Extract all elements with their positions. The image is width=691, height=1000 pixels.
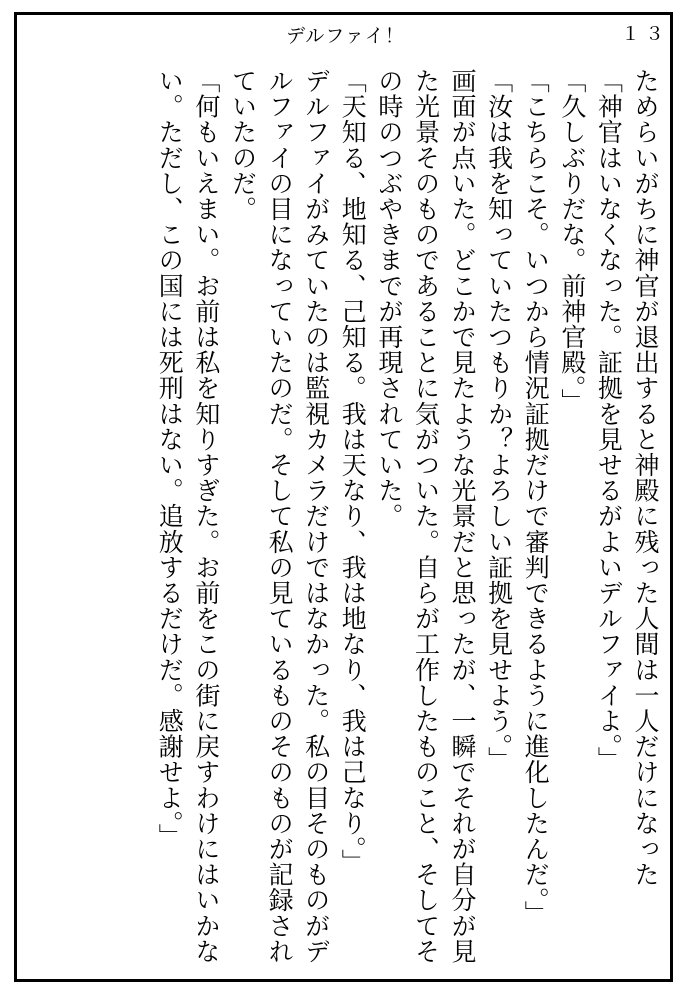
running-title: デルファイ！ xyxy=(286,25,405,47)
paragraph-8: デルファイがみていたのは監視カメラだけではなかった。私の目そのものがデルファイの目になっていたのだ。そして私の見ているものそのものが記録されていたのだ。 xyxy=(228,68,331,964)
paragraph-3: 「久しぶりだな。前神官殿。」 xyxy=(557,68,587,414)
paragraph-1: ためらいがちに神官が退出すると神殿に残った人間は一人だけになった xyxy=(631,68,660,888)
paragraph-7: 「天知る、地知る、己知る。我は天なり、我は地なり、我は己なり。」 xyxy=(338,68,368,875)
vertical-body-text xyxy=(28,68,663,968)
page-number: １３ xyxy=(620,23,669,45)
paragraph-9: 「何もいえまい。お前は私を知りすぎた。お前をこの街に戻すわけにはいかない。ただし、この国には死刑はない。追放するだけだ。感謝せよ。」 xyxy=(155,68,221,964)
paragraph-5: 「汝は我を知っていたつもりか？よろしい証拠を見せよう。」 xyxy=(484,68,514,773)
paragraph-2: 「神官はいなくなった。証拠を見せるがよいデルファイよ。」 xyxy=(594,68,624,773)
paragraph-4: 「こちらこそ。いつから情況証拠だけで審判できるように進化したんだ。」 xyxy=(521,68,551,926)
paragraph-6: 画面が点いた。どこかで見たような光景だと思ったが、一瞬でそれが自分が見た光景そのものであることに気がついた。自らが工作したものこと、そしてその時のつぶやきまでが再現されていた。 xyxy=(374,68,478,964)
